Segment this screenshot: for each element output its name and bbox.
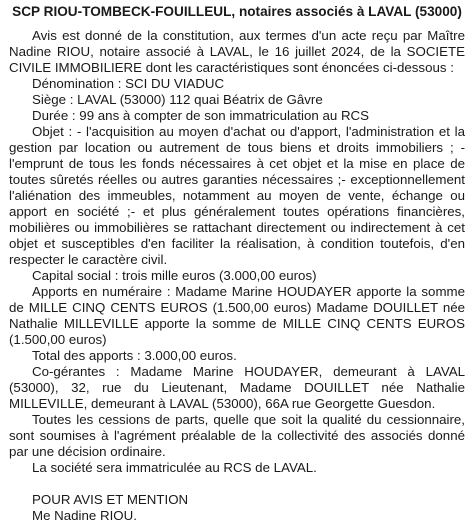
closing-line: POUR AVIS ET MENTION [32, 492, 189, 507]
cessions-paragraph: Toutes les cessions de parts, quelle que soit la qualité du cessionnaire, sont soumises à l'agrément préalable de la collectivité des associés donné par une décision ordinaire. [9, 412, 465, 459]
cogerantes-paragraph: Co-gérantes : Madame Marine HOUDAYER, demeurant à LAVAL (53000), 32, rue du Lieutenant, Madame DOUILLET née Nathalie MILLEVILLE, demeurant à LAVAL (53000), 66A rue Georgette Guesdon. [9, 364, 465, 411]
signature-line: Me Nadine RIOU. [32, 508, 137, 523]
intro-paragraph: Avis est donné de la constitution, aux termes d'un acte reçu par Maître Nadine RIOU, notaire associé à LAVAL, le 16 juillet 2024, de la SOCIETE CIVILE IMMOBILIERE dont les caractéristiques sont énoncées ci-dessous : [9, 28, 465, 75]
spacer [9, 476, 465, 492]
immatriculation-line: La société sera immatriculée au RCS de LAVAL. [32, 460, 317, 475]
siege-line: Siège : LAVAL (53000) 112 quai Béatrix de Gâvre [32, 92, 323, 107]
apports-paragraph: Apports en numéraire : Madame Marine HOUDAYER apporte la somme de MILLE CINQ CENTS EUROS (1.500,00 euros) Madame DOUILLET née Nathalie MILLEVILLE apporte la somme de MILLE CINQ CENTS EUROS (1.500,00 euros) [9, 284, 465, 347]
denomination-line: Dénomination : SCI DU VIADUC [32, 76, 225, 91]
legal-notice [9, 3, 465, 524]
duree-line: Durée : 99 ans à compter de son immatriculation au RCS [32, 108, 370, 123]
objet-paragraph: Objet : - l'acquisition au moyen d'achat ou d'apport, l'administration et la gestion par location ou autrement de tous biens et droits immobiliers ; - l'emprunt de tous les fonds nécessaires à cet objet et la mise en place de toutes sûretés réelles ou autres garanties nécessaires ;- exceptionnellement l'aliénation des immeubles, notamment au moyen de vente, échange ou apport en société ;- et plus généralement toutes opérations financières, mobilières ou immobilières se rattachant directement ou indirectement à cet objet et susceptibles d'en faciliter la réalisation, à condition toutefois, d'en respecter le caractère civil. [9, 124, 465, 267]
total-apports-line: Total des apports : 3.000,00 euros. [32, 348, 237, 363]
capital-line: Capital social : trois mille euros (3.000,00 euros) [32, 268, 317, 283]
notice-title: SCP RIOU-TOMBECK-FOUILLEUL, notaires associés à LAVAL (53000) [12, 4, 462, 19]
